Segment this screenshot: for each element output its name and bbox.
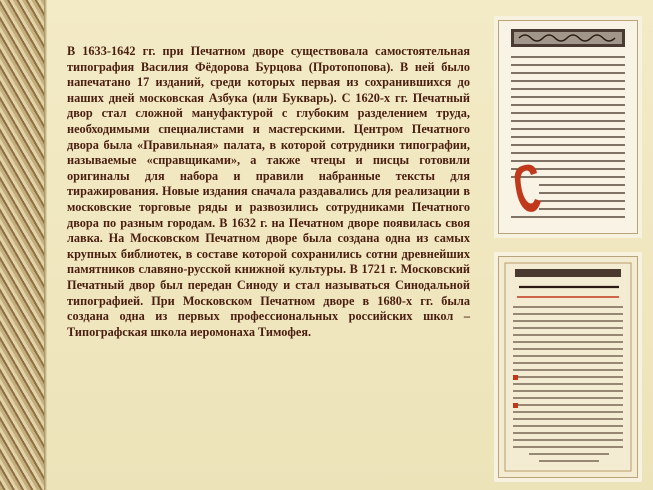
rope-border-edge <box>44 0 47 490</box>
old-printed-page-image-2 <box>498 256 638 478</box>
body-text: В 1633-1642 гг. при Печатном дворе существовала самостоятельная типография Василия Фёдорова Бурцова (Протопопова). В ней было напечатано 17 изданий, среди которых первая из сохранившихся до наших дней московская Азбука (или Букварь). С 1620-х гг. Печатный двор стал сложной мануфактурой с глубоким разделением труда, необходимыми специалистами и мастерскими. Центром Печатного двора была «Правильная» палата, в которой сотрудники типографии, называемые «справщиками», а также чтецы и писцы готовили оригиналы для набора и правили набранные тексты для тиражирования. Новые издания сначала раздавались для реализации в московские торговые ряды и развозились сотрудниками Печатного двора по разным городам. В 1632 г. на Печатном дворе появилась своя лавка. На Московском Печатном дворе была создана одна из самых крупных библиотек, в составе которой сохранились сотни древнейших памятников славяно-русской книжной культуры. В 1721 г. Московский Печатный двор был передан Синоду и стал называться Синодальной типографией. При Московском Печатном дворе в 1680-х гг. была создана одна из первых профессиональных российских школ – Типографская школа иеромонаха Тимофея. <box>67 44 470 339</box>
rope-border-decoration <box>0 0 44 490</box>
printed-page-illustration-2 <box>499 257 637 477</box>
printed-page-illustration-1 <box>499 21 637 233</box>
old-printed-page-image-1 <box>498 20 638 234</box>
